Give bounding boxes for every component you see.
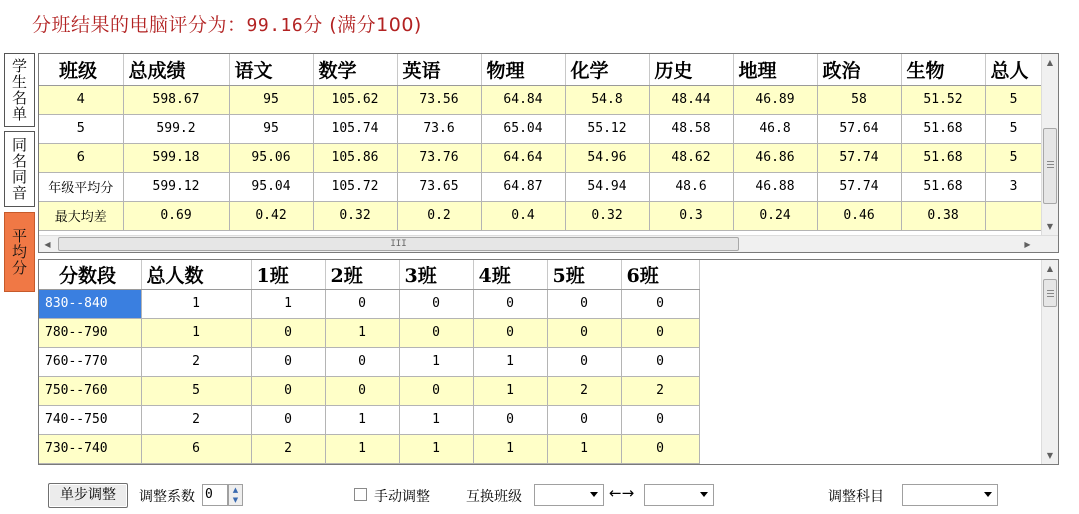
swap-class-label: 互换班级 [466,489,522,505]
manual-adjust-checkbox[interactable] [354,488,367,501]
col-header[interactable]: 4班 [473,260,547,289]
scroll-thumb[interactable] [1043,128,1057,204]
table-cell[interactable]: 95 [229,85,313,114]
table-row[interactable] [39,143,1042,172]
table-row[interactable] [39,201,1042,230]
table-cell[interactable]: 65.04 [481,114,565,143]
scroll-thumb[interactable] [1043,279,1057,307]
table-row[interactable] [39,172,1042,201]
table-cell[interactable]: 0 [621,405,699,434]
tab-same-name-label: 同名同音 [11,136,27,202]
table-cell[interactable]: 55.12 [565,114,649,143]
coef-stepper[interactable] [228,484,243,506]
subject-label: 调整科目 [828,489,884,505]
top-horizontal-scrollbar[interactable] [39,235,1059,252]
table-cell[interactable]: 740--750 [39,405,141,434]
distribution-header-row [39,260,699,289]
table-cell[interactable]: 1 [325,318,399,347]
table-cell[interactable]: 57.74 [817,172,901,201]
table-row[interactable] [39,85,1042,114]
table-cell[interactable]: 2 [621,376,699,405]
table-cell[interactable]: 1 [399,405,473,434]
table-cell[interactable]: 5 [141,376,251,405]
col-header[interactable]: 5班 [547,260,621,289]
average-table [39,54,1043,231]
table-cell[interactable]: 0 [621,347,699,376]
col-header[interactable]: 分数段 [39,260,141,289]
swap-class-from-select[interactable] [534,484,604,506]
table-cell[interactable]: 0.3 [649,201,733,230]
table-cell[interactable]: 598.67 [123,85,229,114]
table-cell[interactable]: 4 [39,85,123,114]
table-cell[interactable]: 1 [399,347,473,376]
table-cell[interactable]: 0.69 [123,201,229,230]
table-cell[interactable]: 5 [39,114,123,143]
swap-arrow-icon: ←→ [609,484,635,502]
scroll-right-arrow-icon[interactable]: ▶ [1024,240,1031,249]
table-cell[interactable]: 57.74 [817,143,901,172]
table-cell[interactable]: 0 [325,289,399,318]
table-cell[interactable]: 57.64 [817,114,901,143]
col-header[interactable]: 2班 [325,260,399,289]
table-cell[interactable]: 1 [325,434,399,463]
col-header[interactable]: 班级 [39,54,123,85]
table-cell[interactable]: 46.8 [733,114,817,143]
table-cell[interactable]: 0 [251,318,325,347]
col-header[interactable]: 政治 [817,54,901,85]
average-header-row [39,54,1042,85]
table-row[interactable] [39,405,699,434]
table-cell[interactable]: 46.86 [733,143,817,172]
table-cell[interactable]: 95.06 [229,143,313,172]
table-cell[interactable]: 54.94 [565,172,649,201]
table-cell[interactable]: 0 [547,347,621,376]
table-cell[interactable]: 0 [473,318,547,347]
table-cell[interactable]: 5 [985,85,1042,114]
table-cell[interactable]: 105.86 [313,143,397,172]
chevron-down-icon [590,492,598,497]
score-prefix: 分班结果的电脑评分为： [32,14,247,36]
tab-student-list[interactable] [4,53,35,127]
col-header[interactable]: 总人 [985,54,1042,85]
scroll-down-arrow-icon[interactable]: ▼ [1042,447,1058,464]
col-header[interactable]: 6班 [621,260,699,289]
table-cell[interactable]: 0 [621,289,699,318]
col-header[interactable]: 总成绩 [123,54,229,85]
table-cell[interactable]: 599.12 [123,172,229,201]
h-scroll-grip: III [390,239,407,249]
table-cell[interactable]: 6 [39,143,123,172]
col-header[interactable]: 总人数 [141,260,251,289]
col-header[interactable]: 1班 [251,260,325,289]
table-cell[interactable]: 0.38 [901,201,985,230]
step-adjust-button[interactable]: 单步调整 [48,483,128,508]
table-cell[interactable]: 2 [547,376,621,405]
tab-same-name[interactable] [4,131,35,207]
table-cell[interactable]: 48.6 [649,172,733,201]
table-row[interactable] [39,318,699,347]
table-cell[interactable]: 0 [251,376,325,405]
table-cell[interactable]: 58 [817,85,901,114]
manual-adjust-label: 手动调整 [374,489,430,505]
score-suffix: 分 (满分100) [303,14,422,36]
table-cell[interactable]: 5 [985,114,1042,143]
table-cell[interactable]: 46.88 [733,172,817,201]
table-cell[interactable]: 48.62 [649,143,733,172]
table-cell[interactable]: 0.2 [397,201,481,230]
table-cell[interactable]: 760--770 [39,347,141,376]
table-cell[interactable]: 0.32 [313,201,397,230]
table-cell[interactable]: 0 [325,347,399,376]
scroll-up-arrow-icon[interactable]: ▲ [1042,260,1058,277]
coef-input[interactable]: 0 [202,484,228,506]
table-cell[interactable]: 0 [399,376,473,405]
subject-select[interactable] [902,484,998,506]
col-header[interactable]: 物理 [481,54,565,85]
table-cell[interactable]: 0 [473,289,547,318]
table-cell[interactable]: 最大均差 [39,201,123,230]
table-cell[interactable]: 48.44 [649,85,733,114]
table-cell[interactable]: 48.58 [649,114,733,143]
table-cell[interactable]: 年级平均分 [39,172,123,201]
distribution-grid[interactable] [38,259,1059,465]
table-cell[interactable]: 0 [251,405,325,434]
table-cell[interactable]: 1 [141,289,251,318]
table-cell[interactable]: 54.96 [565,143,649,172]
table-cell[interactable]: 105.72 [313,172,397,201]
table-cell[interactable]: 1 [141,318,251,347]
spin-down-icon[interactable]: ▼ [232,496,239,504]
col-header[interactable]: 英语 [397,54,481,85]
col-header[interactable]: 地理 [733,54,817,85]
table-cell[interactable]: 750--760 [39,376,141,405]
table-cell[interactable]: 0 [547,289,621,318]
table-cell[interactable]: 1 [473,376,547,405]
bottom-vertical-scrollbar[interactable] [1041,260,1058,464]
table-cell[interactable]: 1 [251,289,325,318]
table-cell[interactable]: 0 [621,434,699,463]
table-cell[interactable]: 51.68 [901,143,985,172]
coef-label: 调整系数 [139,489,195,505]
scroll-up-arrow-icon[interactable]: ▲ [1042,54,1058,71]
table-cell[interactable]: 51.68 [901,114,985,143]
table-cell[interactable]: 64.64 [481,143,565,172]
table-cell[interactable]: 46.89 [733,85,817,114]
table-cell[interactable]: 2 [141,405,251,434]
table-cell[interactable]: 1 [399,434,473,463]
table-cell[interactable]: 2 [251,434,325,463]
table-row[interactable] [39,434,699,463]
table-cell[interactable] [985,201,1042,230]
table-cell[interactable]: 54.8 [565,85,649,114]
table-cell[interactable]: 5 [985,143,1042,172]
table-cell[interactable]: 51.68 [901,172,985,201]
table-cell[interactable]: 0 [473,405,547,434]
table-cell[interactable]: 73.56 [397,85,481,114]
col-header[interactable]: 生物 [901,54,985,85]
tab-average[interactable] [4,212,35,292]
swap-class-to-select[interactable] [644,484,714,506]
table-cell[interactable]: 1 [325,405,399,434]
table-cell[interactable]: 599.2 [123,114,229,143]
table-cell-selected[interactable]: 830--840 [39,289,141,318]
table-cell[interactable]: 64.87 [481,172,565,201]
table-cell[interactable]: 6 [141,434,251,463]
tab-student-list-label: 学生名单 [11,57,27,123]
score-value: 99.16 [246,15,304,36]
table-cell[interactable]: 1 [473,347,547,376]
table-cell[interactable]: 0.42 [229,201,313,230]
col-header[interactable]: 3班 [399,260,473,289]
tab-average-label: 平均分 [11,227,27,277]
table-cell[interactable]: 3 [985,172,1042,201]
table-cell[interactable]: 0 [547,318,621,347]
table-cell[interactable]: 0 [547,405,621,434]
col-header[interactable]: 化学 [565,54,649,85]
table-cell[interactable]: 0 [325,376,399,405]
table-cell[interactable]: 780--790 [39,318,141,347]
table-cell[interactable]: 0 [251,347,325,376]
chevron-down-icon [700,492,708,497]
col-header[interactable]: 语文 [229,54,313,85]
table-row[interactable] [39,114,1042,143]
table-cell[interactable]: 730--740 [39,434,141,463]
table-row[interactable] [39,347,699,376]
table-cell[interactable]: 73.76 [397,143,481,172]
table-cell[interactable]: 0 [621,318,699,347]
table-row[interactable] [39,289,699,318]
table-cell[interactable]: 95 [229,114,313,143]
table-cell[interactable]: 1 [473,434,547,463]
distribution-table [39,260,700,464]
table-cell[interactable]: 51.52 [901,85,985,114]
average-grid[interactable] [38,53,1059,253]
table-cell[interactable]: 105.62 [313,85,397,114]
scroll-left-arrow-icon[interactable]: ◀ [44,240,51,249]
spin-up-icon[interactable]: ▲ [232,486,239,494]
h-scroll-thumb[interactable] [58,237,739,251]
table-cell[interactable]: 0.32 [565,201,649,230]
table-cell[interactable]: 64.84 [481,85,565,114]
col-header[interactable]: 数学 [313,54,397,85]
table-cell[interactable]: 105.74 [313,114,397,143]
table-cell[interactable]: 0.4 [481,201,565,230]
table-cell[interactable]: 2 [141,347,251,376]
col-header[interactable]: 历史 [649,54,733,85]
table-cell[interactable]: 73.65 [397,172,481,201]
scroll-down-arrow-icon[interactable]: ▼ [1042,218,1058,235]
table-cell[interactable]: 0.46 [817,201,901,230]
table-row[interactable] [39,376,699,405]
table-cell[interactable]: 599.18 [123,143,229,172]
score-title [32,10,422,37]
table-cell[interactable]: 0.24 [733,201,817,230]
table-cell[interactable]: 1 [547,434,621,463]
table-cell[interactable]: 95.04 [229,172,313,201]
table-cell[interactable]: 0 [399,289,473,318]
top-vertical-scrollbar[interactable] [1041,54,1058,235]
table-cell[interactable]: 73.6 [397,114,481,143]
chevron-down-icon [984,492,992,497]
table-cell[interactable]: 0 [399,318,473,347]
